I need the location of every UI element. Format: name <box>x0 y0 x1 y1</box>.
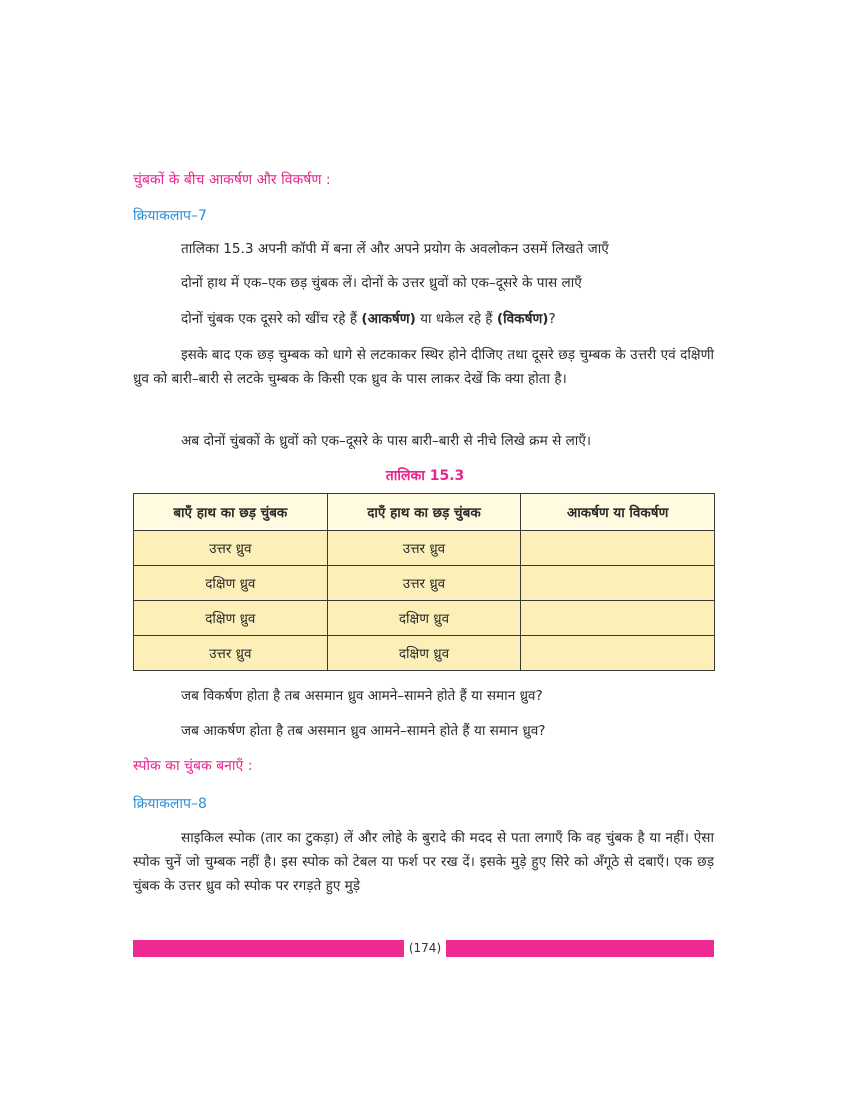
footer-bar-right <box>446 940 714 957</box>
table-cell: दक्षिण ध्रुव <box>327 636 521 671</box>
activity-7-line-1: तालिका 15.3 अपनी कॉपी में बना लें और अपने प्रयोग के अवलोकन उसमें लिखते जाएँ <box>181 241 609 257</box>
repulsion-term: (विकर्षण) <box>496 311 549 327</box>
activity-7-line-2: दोनों हाथ में एक–एक छड़ चुंबक लें। दोनों के उत्तर ध्रुवों को एक–दूसरे के पास लाएँ <box>181 275 582 291</box>
table-cell <box>521 636 715 671</box>
activity-7-line-4: अब दोनों चुंबकों के ध्रुवों को एक–दूसरे के पास बारी–बारी से नीचे लिखे क्रम से लाएँ। <box>181 433 591 449</box>
attraction-term: (आकर्षण) <box>361 311 416 327</box>
paragraph-text: इसके बाद एक छड़ चुम्बक को धागे से लटकाकर स्थिर होने दीजिए तथा दूसरे छड़ चुम्बक के उत्तरी एवं दक्षिणी ध्रुव को बारी–बारी से लटके चुम्बक के किसी एक ध्रुव के पास लाकर देखें कि क्या होता है। <box>133 347 714 387</box>
activity-7-line-3 <box>133 308 762 330</box>
section-heading-attraction-repulsion: चुंबकों के बीच आकर्षण और विकर्षण : <box>133 172 331 188</box>
activity-8-paragraph <box>133 826 714 898</box>
table-row <box>134 566 715 601</box>
table-row <box>134 601 715 636</box>
question-repulsion: जब विकर्षण होता है तब असमान ध्रुव आमने–सामने होते हैं या समान ध्रुव? <box>181 688 543 704</box>
table-cell: दक्षिण ध्रुव <box>134 601 328 636</box>
question-attraction: जब आकर्षण होता है तब असमान ध्रुव आमने–सामने होते हैं या समान ध्रुव? <box>181 723 546 739</box>
section-heading-spoke-magnet: स्पोक का चुंबक बनाएँ : <box>133 758 253 774</box>
table-cell: दक्षिण ध्रुव <box>134 566 328 601</box>
table-header: दाएँ हाथ का छड़ चुंबक <box>327 494 521 531</box>
table-cell: उत्तर ध्रुव <box>327 531 521 566</box>
table-header-row <box>134 494 715 531</box>
table-row <box>134 636 715 671</box>
activity-7-title: क्रियाकलाप–7 <box>133 208 207 224</box>
magnet-poles-table <box>133 493 715 671</box>
table-cell: उत्तर ध्रुव <box>134 636 328 671</box>
table-caption: तालिका 15.3 <box>385 468 465 484</box>
table-cell <box>521 531 715 566</box>
line-3-text: दोनों चुंबक एक दूसरे को खींच रहे हैं <box>181 311 362 327</box>
table-row <box>134 531 715 566</box>
paragraph-text: साइकिल स्पोक (तार का टुकड़ा) लें और लोहे के बुरादे की मदद से पता लगाएँ कि वह चुंबक है या नहीं। ऐसा स्पोक चुनें जो चुम्बक नहीं है। इस स्पोक को टेबल या फर्श पर रख दें। इसके मुड़े हुए सिरे को अँगूठे से दबाएँ। एक छड़ चुंबक के उत्तर ध्रुव को स्पोक पर रगड़ते हुए मुड़े <box>133 830 714 894</box>
footer-bar-left <box>133 940 404 957</box>
table-cell: उत्तर ध्रुव <box>134 531 328 566</box>
line-3-end: ? <box>548 311 556 327</box>
table-cell: उत्तर ध्रुव <box>327 566 521 601</box>
table-header: बाएँ हाथ का छड़ चुंबक <box>134 494 328 531</box>
table-header: आकर्षण या विकर्षण <box>521 494 715 531</box>
table-cell <box>521 566 715 601</box>
line-3-mid: या धकेल रहे हैं <box>415 311 497 327</box>
table-cell <box>521 601 715 636</box>
table-cell: दक्षिण ध्रुव <box>327 601 521 636</box>
page-number: (174) <box>404 938 446 958</box>
activity-8-title: क्रियाकलाप–8 <box>133 796 207 812</box>
activity-7-paragraph <box>133 343 714 391</box>
